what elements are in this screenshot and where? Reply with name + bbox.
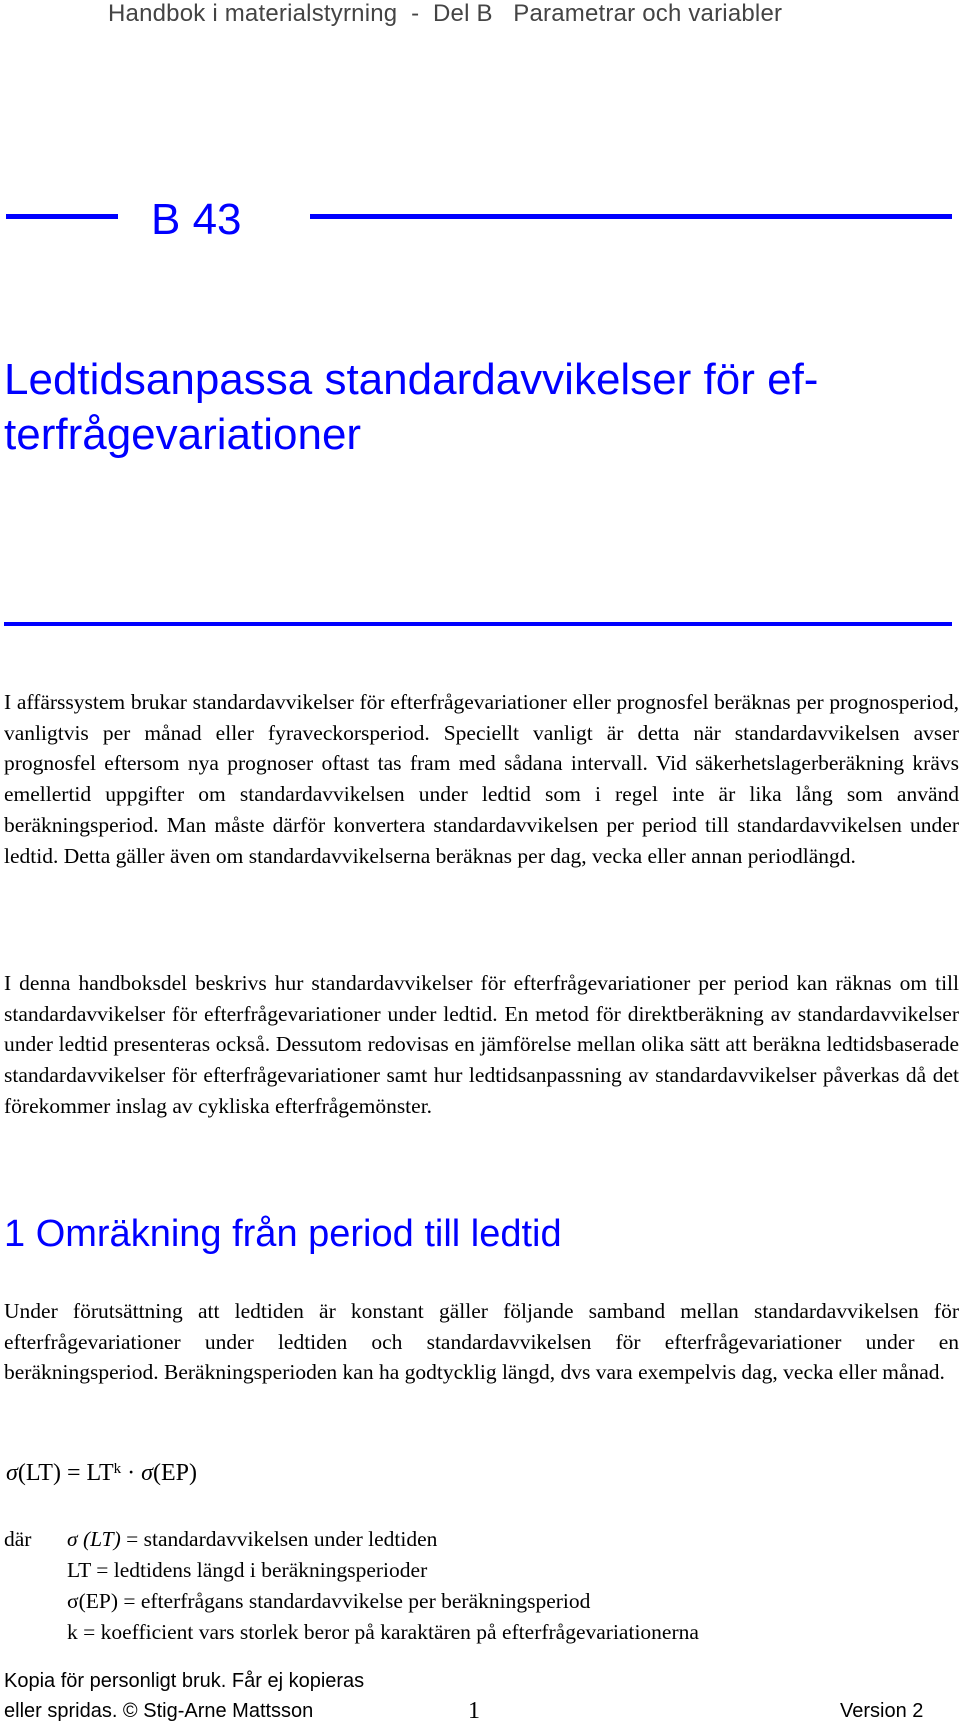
formula-lt: LT [86, 1460, 114, 1486]
sigma-symbol-rhs: σ [141, 1460, 153, 1486]
definition-symbol: σ(EP) [67, 1589, 118, 1613]
footer-copyright-line2: eller spridas. © Stig-Arne Mattsson [4, 1700, 314, 1722]
formula-lhs-arg: (LT) [17, 1460, 61, 1486]
page-title [4, 352, 944, 462]
chapter-number: B 43 [151, 195, 242, 244]
formula-exponent: k [113, 1461, 122, 1477]
definition-text: = efterfrågans standardavvikelse per beräkningsperiod [118, 1589, 591, 1613]
definition-text: = koefficient vars storlek beror på karaktären på efterfrågevariationerna [77, 1620, 699, 1644]
definition-item [67, 1586, 927, 1617]
definition-item [67, 1617, 927, 1648]
definitions-where: där [4, 1527, 32, 1551]
formula-dot: · [121, 1460, 142, 1486]
formula [6, 1458, 197, 1488]
chapter-rule-left [6, 214, 118, 219]
definition-item [67, 1555, 927, 1586]
title-underline [4, 622, 952, 626]
footer-version: Version 2 [840, 1700, 924, 1722]
sigma-symbol: σ [6, 1460, 18, 1486]
formula-rhs-arg: (EP) [152, 1460, 197, 1486]
intro-paragraph-1: I affärssystem brukar standardavvikelser för efterfrågevariationer eller prognosfel beräknas per prognosperiod, vanligtvis per månad eller fyraveckorsperiod. Speciellt vanligt är detta när standardavvikelsen avser prognosfel eftersom nya prognoser oftast tas fram med sådana intervall. Vid säkerhetslagerberäkning krävs emellertid uppgifter om standardavvikelsen under ledtid som i regel inte är lika lång som använd beräkningsperiod. Man måste därför konvertera standardavvikelsen per period till standardavvikelsen under ledtid. Detta gäller även om standardavvikelserna beräknas per dag, vecka eller annan periodlängd. [4, 690, 959, 868]
chapter-rule-right [310, 214, 952, 219]
definition-text: = ledtidens längd i beräkningsperioder [90, 1558, 428, 1582]
footer-copyright-line1: Kopia för personligt bruk. Får ej kopieras [4, 1670, 365, 1692]
definition-symbol: LT [67, 1558, 91, 1582]
definition-item [67, 1524, 927, 1555]
running-header: Handbok i materialstyrning - Del B Parametrar och variabler [108, 0, 783, 27]
section-heading: 1 Omräkning från period till ledtid [4, 1213, 562, 1255]
formula-equals: = [60, 1460, 87, 1486]
intro-paragraph-2: I denna handboksdel beskrivs hur standardavvikelser för efterfrågevariationer per period kan räknas om till standardavvikelser för efterfrågevariationer under ledtid. En metod för direktberäkning av standardavvikelser under ledtid presenteras också. Dessutom redovisas en jämförelse mellan olika sätt att beräkna ledtidsbaserade standardavvikelser för efterfrågevariationer samt hur ledtidsanpassning av standardavvikelser påverkas då det förekommer inslag av cykliska efterfrågemönster. [4, 971, 959, 1118]
footer-page-number: 1 [468, 1698, 480, 1724]
definition-text: = standardavvikelsen under ledtiden [120, 1527, 438, 1551]
page-title-line1: Ledtidsanpassa standardavvikelser för ef- [4, 355, 819, 404]
definition-symbol: σ (LT) [67, 1527, 121, 1551]
section-paragraph: Under förutsättning att ledtiden är konstant gäller följande samband mellan standardavvikelsen för efterfrågevariationer under ledtiden och standardavvikelsen för efterfrågevariationer under en beräkningsperiod. Beräkningsperioden kan ha godtycklig längd, dvs vara exempelvis dag, vecka eller månad. [4, 1299, 959, 1385]
definition-symbol: k [67, 1620, 78, 1644]
page-title-line2: terfrågevariationer [4, 410, 362, 459]
